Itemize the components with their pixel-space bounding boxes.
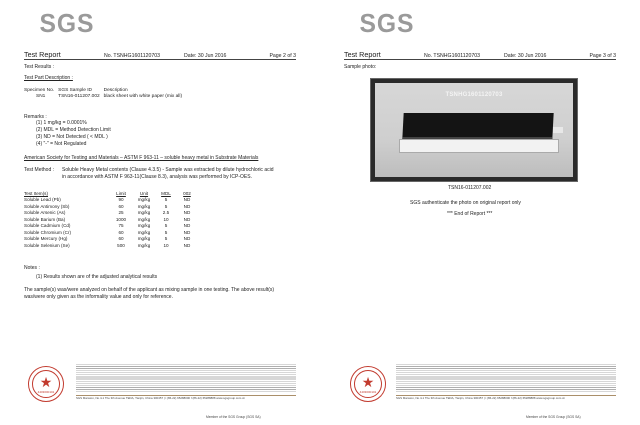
cell-result: ND (183, 216, 191, 222)
report-header (344, 50, 616, 59)
cell-item: Soluble Arsenic (As) (24, 210, 66, 216)
report-title: Test Report (344, 50, 381, 59)
sample-photo-heading: Sample photo: (344, 64, 377, 70)
cell-unit: mg/kg (137, 210, 151, 216)
page-indicator: Page 2 of 3 (269, 53, 296, 59)
star-icon: ★ (361, 374, 375, 390)
header-divider (24, 59, 296, 60)
cell-limit: 60 (118, 229, 124, 235)
sample-id: TSN16-011207.002 (58, 94, 100, 99)
photo-background (375, 83, 573, 177)
test-method-line-2: in accordance with ASTM F 963-11(Clause 8.3), analysis was performed by ICP-OES. (62, 174, 252, 180)
col-mdl: MDL (161, 191, 171, 196)
cell-mdl: 10 (163, 216, 169, 222)
cell-unit: mg/kg (137, 236, 151, 242)
note-1: (1) Results shown are of the adjusted analytical results (36, 274, 158, 280)
cell-limit: 60 (118, 203, 124, 209)
test-part-heading: Test Part Description : (24, 75, 73, 81)
cell-result: ND (183, 210, 191, 216)
member-note: Member of the SGS Group (SGS SA) (206, 415, 261, 419)
page-indicator: Page 3 of 3 (589, 53, 616, 59)
company-seal (350, 366, 386, 402)
remark-2: (2) MDL = Method Detection Limit (36, 127, 111, 133)
legal-fine-print (396, 364, 616, 393)
statement-line-2: was/were only given as the informality value and only for reference. (24, 294, 173, 300)
cell-item: Soluble Lead (Pb) (24, 197, 61, 203)
test-results-heading: Test Results : (24, 64, 55, 70)
report-date: Date: 30 Jun 2016 (184, 53, 227, 59)
cell-mdl: 5 (164, 236, 168, 242)
cell-mdl: 5 (164, 223, 168, 229)
description-header: Description (103, 88, 128, 93)
cell-limit: 1000 (115, 216, 127, 222)
seal-code: 4403000101 (37, 390, 55, 394)
col-test-item: Test Item(s) (24, 191, 48, 196)
specimen-no-header: Specimen No. (24, 88, 55, 93)
white-paper-sample (399, 139, 559, 153)
report-title: Test Report (24, 50, 61, 59)
remark-3: (3) ND = Not Detected ( < MDL ) (36, 134, 108, 140)
cell-unit: mg/kg (137, 197, 151, 203)
cell-unit: mg/kg (137, 203, 151, 209)
cell-item: Soluble Antimony (Sb) (24, 203, 70, 209)
header-divider (344, 59, 616, 60)
test-method-label: Test Method : (24, 167, 55, 173)
cell-result: ND (183, 203, 191, 209)
authenticate-note: SGS authenticate the photo on original report only (410, 200, 521, 206)
cell-unit: mg/kg (137, 229, 151, 235)
cell-limit: 60 (118, 236, 124, 242)
remark-1: (1) 1 mg/kg = 0.0001% (36, 120, 87, 126)
results-table (24, 191, 197, 249)
col-limit: Limit (116, 191, 126, 196)
cell-limit: 75 (118, 223, 124, 229)
legal-footer (396, 364, 616, 404)
cell-result: ND (183, 236, 191, 242)
specimen-row (24, 94, 186, 100)
cell-result: ND (183, 197, 191, 203)
company-seal (28, 366, 64, 402)
sample-photo (370, 78, 578, 182)
cell-unit: mg/kg (137, 223, 151, 229)
cell-unit: mg/kg (137, 242, 151, 248)
col-unit: Unit (139, 191, 149, 196)
seal-code: 4403000101 (359, 390, 377, 394)
table-row (24, 243, 197, 249)
report-date: Date: 30 Jun 2016 (504, 53, 547, 59)
cell-item: Soluble Barium (Ba) (24, 216, 66, 222)
cell-mdl: 10 (163, 242, 169, 248)
cell-limit: 90 (118, 197, 124, 203)
remark-4: (4) "-" = Not Regulated (36, 141, 87, 147)
cell-limit: 500 (117, 242, 125, 248)
black-sheet-sample (402, 113, 553, 139)
footer-address: SGS Mansion, No.4-1 The 3th Avenue TEDA, Tianjin, China 300457 | t (86-22) 65288000 f (86-22) 65288888 www.sgsgroup.com.cn (396, 396, 566, 400)
sample-id-header: SGS Sample ID (58, 88, 92, 93)
cell-item: Soluble Mercury (Hg) (24, 236, 68, 242)
specimen-table (24, 88, 186, 100)
cell-mdl: 2.5 (162, 210, 170, 216)
legal-footer (76, 364, 296, 404)
cell-mdl: 5 (164, 203, 168, 209)
sample-tab (553, 127, 563, 133)
remarks-heading: Remarks : (24, 114, 47, 120)
cell-result: ND (183, 242, 191, 248)
specimen-no: SN1 (36, 94, 46, 99)
astm-title: American Society for Testing and Materials – ASTM F 963-11 – soluble heavy metal in Substrate Materials (24, 155, 259, 161)
cell-limit: 25 (118, 210, 124, 216)
legal-fine-print (76, 364, 296, 393)
description: black sheet with white paper (mix all) (103, 94, 183, 99)
sgs-logo: SGS (39, 8, 95, 38)
report-number: No. TSNHG1601120703 (424, 53, 481, 59)
test-method-line-1: Soluble Heavy Metal contents (Clause 4.3.5) - Sample was extracted by dilute hydrochloric acid (62, 167, 274, 173)
sgs-logo: SGS (359, 8, 415, 38)
cell-unit: mg/kg (137, 216, 151, 222)
footer-address: SGS Mansion, No.4-1 The 3th Avenue TEDA, Tianjin, China 300457 | t (86-22) 65288000 f (86-22) 65288888 www.sgsgroup.com.cn (76, 396, 246, 400)
cell-item: Soluble Cadmium (Cd) (24, 223, 71, 229)
report-header (24, 50, 296, 59)
notes-heading: Notes : (24, 265, 40, 271)
report-number: No. TSNHG1601120703 (104, 53, 161, 59)
photo-report-label: TSNHG1601120703 (445, 92, 503, 98)
cell-result: ND (183, 223, 191, 229)
photo-caption: TSN16-011207.002 (448, 185, 492, 191)
end-of-report: *** End of Report *** (447, 211, 493, 217)
cell-item: Soluble Chromium (Cr) (24, 229, 71, 235)
cell-item: Soluble Selenium (Se) (24, 242, 70, 248)
cell-mdl: 5 (164, 197, 168, 203)
statement-line-1: The sample(s) was/were analyzed on behalf of the applicant as mixing sample in one testing. The above result(s) (24, 287, 275, 293)
star-icon: ★ (39, 374, 53, 390)
cell-mdl: 5 (164, 229, 168, 235)
member-note: Member of the SGS Group (SGS SA) (526, 415, 581, 419)
col-002: 002 (183, 191, 191, 196)
cell-result: ND (183, 229, 191, 235)
